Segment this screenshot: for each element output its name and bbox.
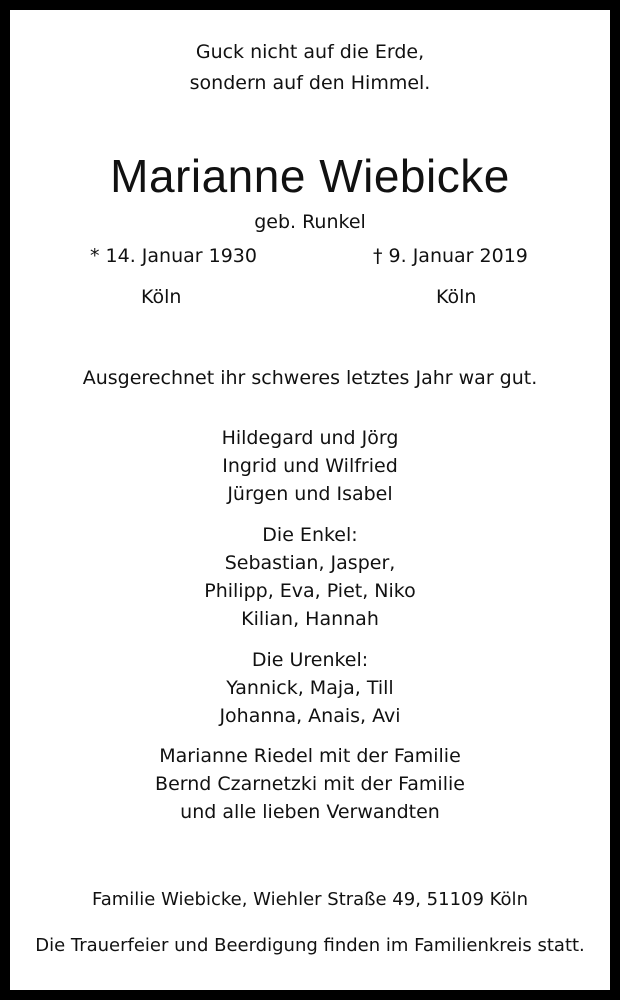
- motto-line-2: sondern auf den Himmel.: [189, 72, 431, 94]
- family-address: Familie Wiebicke, Wiehler Straße 49, 51109 Köln: [92, 889, 528, 910]
- list-item: und alle lieben Verwandten: [180, 801, 440, 823]
- deceased-name: Marianne Wiebicke: [110, 150, 510, 202]
- birth-date: * 14. Januar 1930: [90, 245, 257, 267]
- list-item: Ingrid und Wilfried: [222, 455, 398, 477]
- birth-name: geb. Runkel: [254, 211, 366, 233]
- list-item: Kilian, Hannah: [241, 608, 379, 630]
- list-item: Hildegard und Jörg: [221, 427, 399, 449]
- children-list: [10, 424, 610, 508]
- list-item: Philipp, Eva, Piet, Niko: [204, 580, 416, 602]
- relatives-list: [10, 742, 610, 826]
- quote: Ausgerechnet ihr schweres letztes Jahr war gut.: [82, 367, 538, 389]
- list-item: Johanna, Anais, Avi: [219, 705, 401, 727]
- birth-place: Köln: [141, 286, 182, 308]
- death-date: † 9. Januar 2019: [373, 245, 528, 267]
- death-place: Köln: [436, 286, 477, 308]
- motto-line-1: Guck nicht auf die Erde,: [195, 41, 425, 63]
- great-grandchildren-list: [10, 646, 610, 730]
- list-item: Jürgen und Isabel: [227, 483, 393, 505]
- grandchildren-heading: Die Enkel:: [262, 524, 358, 546]
- great-grandchildren-heading: Die Urenkel:: [251, 649, 369, 671]
- list-item: Sebastian, Jasper,: [224, 552, 396, 574]
- list-item: Yannick, Maja, Till: [226, 677, 394, 699]
- ceremony-notice: Die Trauerfeier und Beerdigung finden im Familienkreis statt.: [35, 935, 585, 956]
- list-item: Bernd Czarnetzki mit der Familie: [155, 773, 465, 795]
- list-item: Marianne Riedel mit der Familie: [159, 745, 461, 767]
- grandchildren-list: [10, 521, 610, 633]
